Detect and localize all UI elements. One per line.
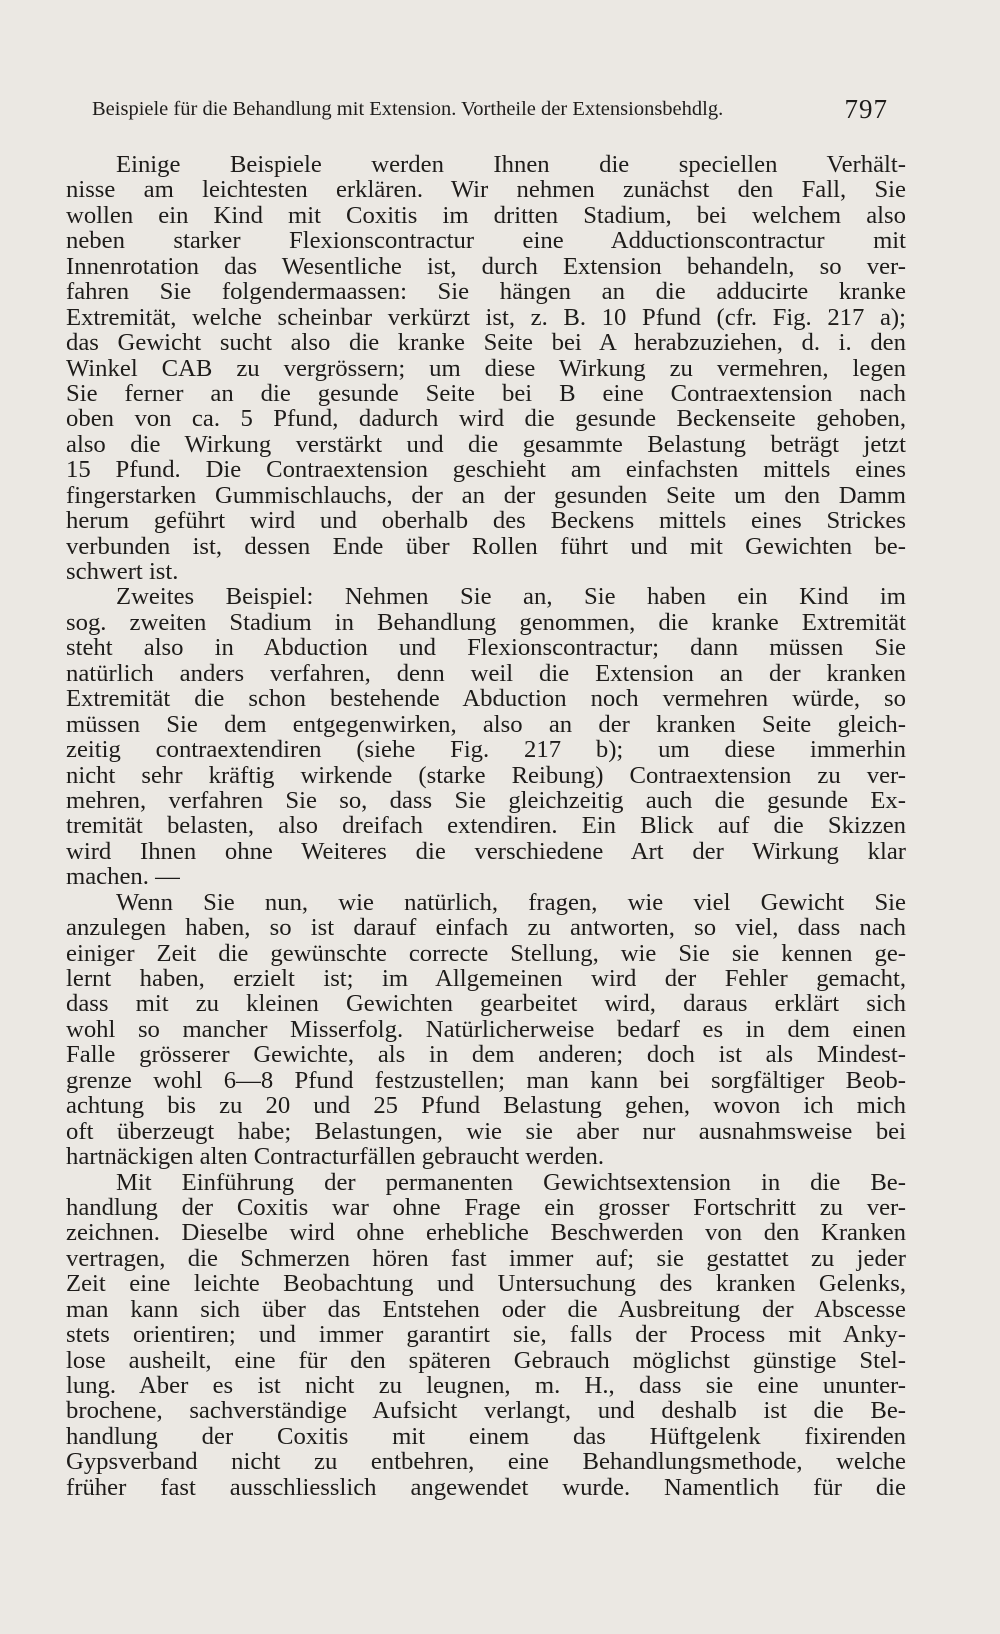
text-line: 15 Pfund. Die Contraextension geschieht am einfachsten mittels eines <box>66 456 906 484</box>
text-line: machen. — <box>66 863 180 891</box>
running-header <box>66 92 914 126</box>
text-line: also die Wirkung verstärkt und die gesammte Belastung beträgt jetzt <box>66 430 906 458</box>
text-line: tremität belasten, also dreifach extendiren. Ein Blick auf die Skizzen <box>66 812 906 840</box>
text-line: Einige Beispiele werden Ihnen die speciellen Verhält- <box>116 151 906 178</box>
text-line: natürlich anders verfahren, denn weil die Extension an der kranken <box>66 659 906 687</box>
text-line: wohl so mancher Misserfolg. Natürlicherweise bedarf es in dem einen <box>66 1015 906 1043</box>
text-line: handlung der Coxitis mit einem das Hüftgelenk fixirenden <box>66 1422 906 1450</box>
text-line: brochene, sachverständige Aufsicht verlangt, und deshalb ist die Be- <box>66 1397 906 1425</box>
text-line: oft überzeugt habe; Belastungen, wie sie aber nur ausnahmsweise bei <box>66 1117 906 1145</box>
running-header-title: Beispiele für die Behandlung mit Extension. Vortheile der Extensionsbehdlg. <box>92 98 724 120</box>
text-line: wollen ein Kind mit Coxitis im dritten Stadium, bei welchem also <box>66 201 906 229</box>
text-line: einiger Zeit die gewünschte correcte Stellung, wie Sie sie kennen ge- <box>66 939 906 967</box>
page-number: 797 <box>844 94 888 124</box>
text-line: lung. Aber es ist nicht zu leugnen, m. H., dass sie eine ununter- <box>66 1372 906 1399</box>
text-line: verbunden ist, dessen Ende über Rollen führt und mit Gewichten be- <box>66 532 906 560</box>
text-line: zeichnen. Dieselbe wird ohne erhebliche Beschwerden von den Kranken <box>66 1219 906 1247</box>
text-line: hartnäckigen alten Contracturfällen gebraucht werden. <box>66 1143 605 1171</box>
text-line: neben starker Flexionscontractur eine Adductionscontractur mit <box>66 227 906 255</box>
text-line: früher fast ausschliesslich angewendet wurde. Namentlich für die <box>66 1473 906 1501</box>
text-line: achtung bis zu 20 und 25 Pfund Belastung gehen, wovon ich mich <box>66 1092 906 1120</box>
text-line: stets orientiren; und immer garantirt sie, falls der Process mit Anky- <box>66 1321 906 1349</box>
text-line: müssen Sie dem entgegenwirken, also an der kranken Seite gleich- <box>66 710 906 738</box>
text-line: grenze wohl 6—8 Pfund festzustellen; man kann bei sorgfältiger Beob- <box>66 1066 906 1094</box>
text-line: nicht sehr kräftig wirkende (starke Reibung) Contraextension zu ver- <box>66 761 906 789</box>
text-line: lose ausheilt, eine für den späteren Gebrauch möglichst günstige Stel- <box>66 1346 906 1374</box>
text-line: mehren, verfahren Sie so, dass Sie gleichzeitig auch die gesunde Ex- <box>66 786 906 814</box>
text-line: Zweites Beispiel: Nehmen Sie an, Sie haben ein Kind im <box>116 583 906 611</box>
text-line: anzulegen haben, so ist darauf einfach zu antworten, so viel, dass nach <box>66 914 906 942</box>
text-line: Wenn Sie nun, wie natürlich, fragen, wie viel Gewicht Sie <box>116 888 906 916</box>
text-line: herum geführt wird und oberhalb des Beckens mittels eines Strickes <box>66 507 906 535</box>
text-line: Extremität die schon bestehende Abduction noch vermehren würde, so <box>66 685 906 713</box>
text-line: oben von ca. 5 Pfund, dadurch wird die gesunde Beckenseite gehoben, <box>66 405 906 433</box>
text-line: Zeit eine leichte Beobachtung und Untersuchung des kranken Gelenks, <box>66 1270 906 1298</box>
text-line: Extremität, welche scheinbar verkürzt ist, z. B. 10 Pfund (cfr. Fig. 217 a); <box>66 303 906 331</box>
text-line: Innenrotation das Wesentliche ist, durch Extension behandeln, so ver- <box>66 252 906 280</box>
text-line: vertragen, die Schmerzen hören fast immer auf; sie gestattet zu jeder <box>66 1244 906 1272</box>
body-text <box>66 152 906 1500</box>
text-line: zeitig contraextendiren (siehe Fig. 217 b); um diese immerhin <box>66 736 906 764</box>
text-line: Sie ferner an die gesunde Seite bei B eine Contraextension nach <box>66 379 906 407</box>
text-line: man kann sich über das Entstehen oder die Ausbreitung der Abscesse <box>66 1295 906 1323</box>
text-line: nisse am leichtesten erklären. Wir nehmen zunächst den Fall, Sie <box>66 176 906 204</box>
text-line: steht also in Abduction und Flexionscontractur; dann müssen Sie <box>66 634 906 662</box>
text-line: sog. zweiten Stadium in Behandlung genommen, die kranke Extremität <box>66 608 906 636</box>
text-line: Winkel CAB zu vergrössern; um diese Wirkung zu vermehren, legen <box>66 354 906 382</box>
text-line: Gypsverband nicht zu entbehren, eine Behandlungsmethode, welche <box>66 1448 906 1476</box>
text-line: das Gewicht sucht also die kranke Seite bei A herabzuziehen, d. i. den <box>66 329 906 357</box>
text-line: fahren Sie folgendermaassen: Sie hängen an die adducirte kranke <box>66 278 906 306</box>
text-line: lernt haben, erzielt ist; im Allgemeinen wird der Fehler gemacht, <box>66 965 906 992</box>
text-line: wird Ihnen ohne Weiteres die verschiedene Art der Wirkung klar <box>66 837 906 865</box>
text-line: schwert ist. <box>66 558 179 585</box>
text-line: fingerstarken Gummischlauchs, der an der gesunden Seite um den Damm <box>66 481 906 509</box>
text-line: handlung der Coxitis war ohne Frage ein grosser Fortschritt zu ver- <box>66 1193 906 1221</box>
text-line: dass mit zu kleinen Gewichten gearbeitet wird, daraus erklärt sich <box>66 990 906 1018</box>
text-line: Falle grösserer Gewichte, als in dem anderen; doch ist als Mindest- <box>66 1041 906 1069</box>
text-line: Mit Einführung der permanenten Gewichtsextension in die Be- <box>116 1168 906 1196</box>
